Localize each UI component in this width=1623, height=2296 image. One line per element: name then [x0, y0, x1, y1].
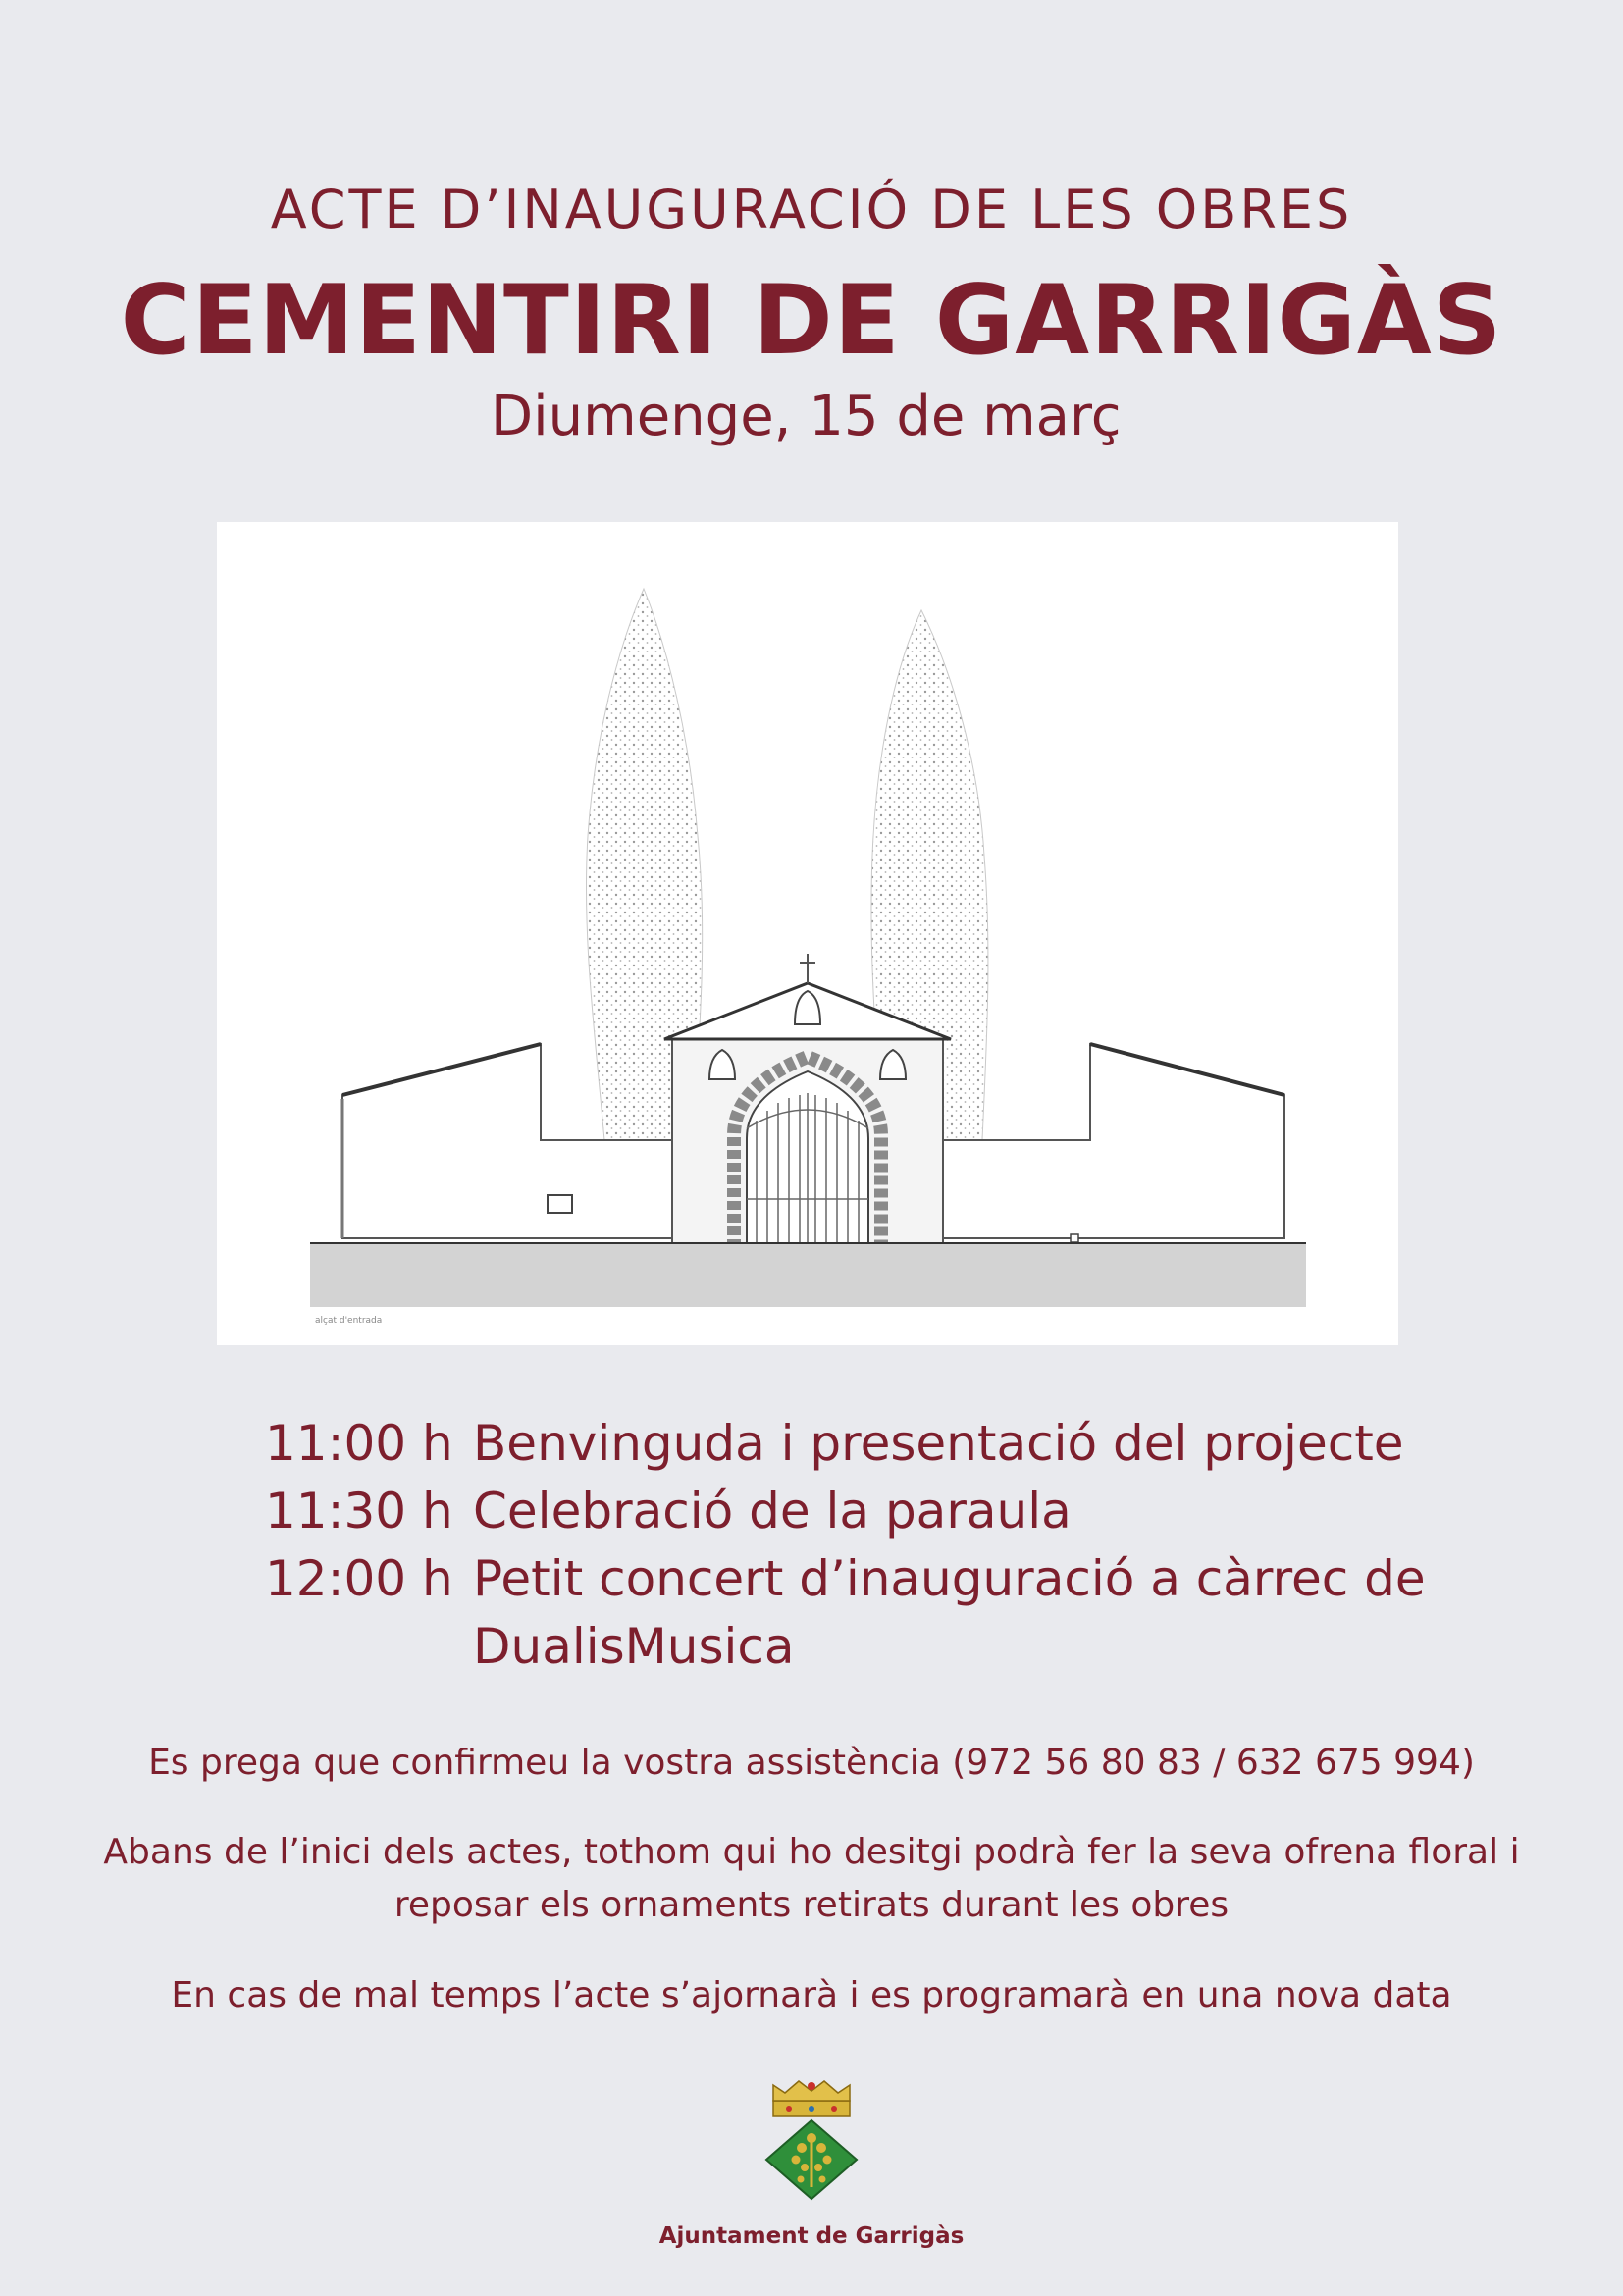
- schedule-description: Benvinguda i presentació del projecte: [473, 1415, 1404, 1472]
- event-title: CEMENTIRI DE GARRIGÀS: [120, 265, 1503, 377]
- offering-note: [0, 1826, 1623, 1932]
- wall-vent: [548, 1195, 572, 1213]
- schedule-time: 12:00 h: [265, 1550, 453, 1607]
- schedule-time: 11:00 h: [265, 1415, 453, 1472]
- event-date: Diumenge, 15 de març: [491, 385, 1122, 448]
- drawing-caption: alçat d'entrada: [315, 1316, 383, 1326]
- schedule-item: [265, 1478, 1442, 1545]
- weather-note: En cas de mal temps l’acte s’ajornarà i es programarà en una nova data: [171, 1975, 1452, 2015]
- schedule-description: Celebració de la paraula: [473, 1483, 1072, 1539]
- offering-note-line: Abans de l’inici dels actes, tothom qui ho desitgi podrà fer la seva ofrena floral i: [103, 1832, 1520, 1872]
- schedule-time: 11:30 h: [265, 1483, 453, 1539]
- event-schedule: [265, 1410, 1442, 1681]
- rsvp-note: Es prega que confirmeu la vostra assistència (972 56 80 83 / 632 675 994): [148, 1743, 1475, 1783]
- organization-name: Ajuntament de Garrigàs: [658, 2223, 965, 2249]
- schedule-item: [265, 1545, 1442, 1681]
- schedule-item: [265, 1410, 1442, 1478]
- right-wall: [943, 1044, 1284, 1238]
- ground: [310, 1243, 1306, 1307]
- cemetery-entrance-drawing: [217, 522, 1398, 1345]
- municipal-coat-of-arms-icon: [759, 2077, 864, 2201]
- offering-note-line: reposar els ornaments retirats durant les obres: [393, 1885, 1230, 1925]
- event-subtitle: ACTE D’INAUGURACIÓ DE LES OBRES: [270, 179, 1353, 240]
- schedule-description: Petit concert d’inauguració a càrrec de DualisMusica: [473, 1550, 1426, 1675]
